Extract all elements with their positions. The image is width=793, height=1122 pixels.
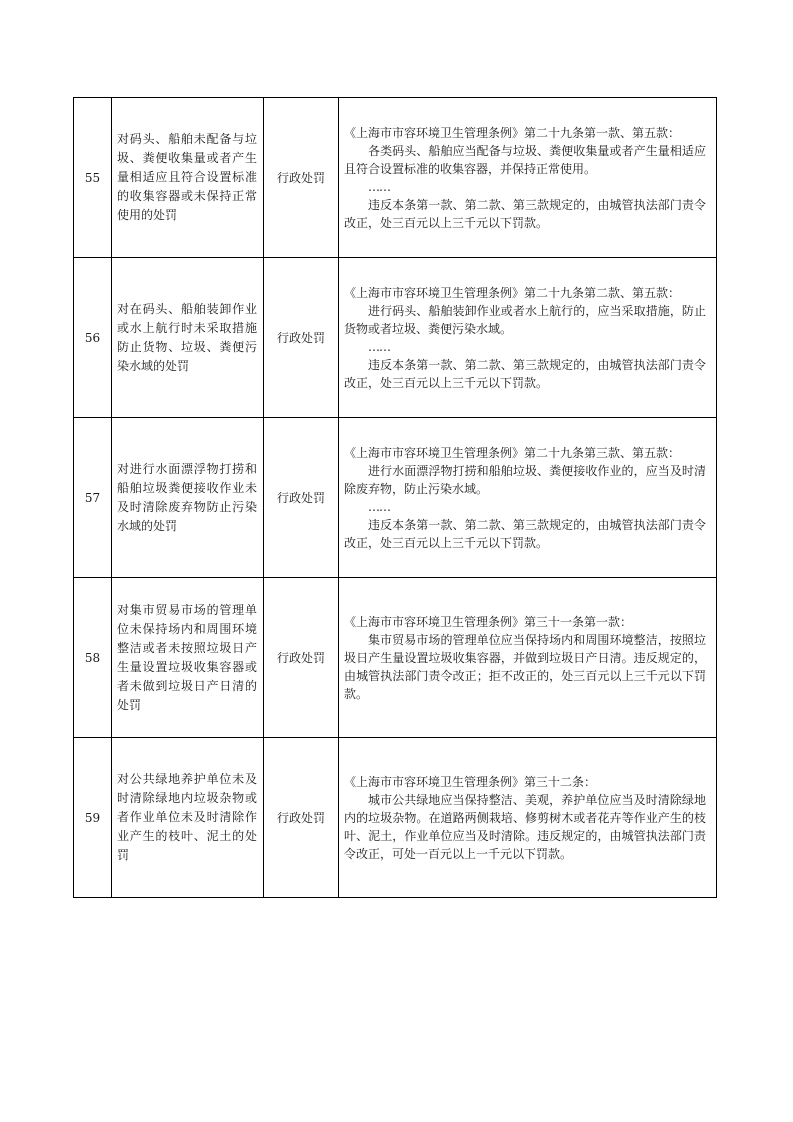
basis-paragraph: 进行水面漂浮物打捞和船舶垃圾、粪便接收作业的，应当及时清除废弃物，防止污染水域。 xyxy=(344,463,706,496)
row-number: 59 xyxy=(74,738,112,898)
basis-ellipsis: …… xyxy=(368,339,390,354)
basis-paragraph: 违反本条第一款、第二款、第三款规定的，由城管执法部门责令改正，处三百元以上三千元以下罚款。 xyxy=(344,357,706,390)
penalty-items-table xyxy=(73,97,717,898)
legal-basis xyxy=(339,418,717,578)
basis-title: 《上海市市容环境卫生管理条例》第二十九条第二款、第五款： xyxy=(344,285,681,300)
table-row xyxy=(74,418,717,578)
item-name: 对进行水面漂浮物打捞和船舶垃圾粪便接收作业未及时清除废弃物防止污染水域的处罚 xyxy=(112,418,264,578)
row-number: 58 xyxy=(74,578,112,738)
power-type: 行政处罚 xyxy=(264,578,339,738)
basis-paragraph: 进行码头、船舶装卸作业或者水上航行的，应当采取措施，防止货物或者垃圾、粪便污染水域。 xyxy=(344,303,706,336)
basis-ellipsis: …… xyxy=(368,499,390,514)
row-number: 57 xyxy=(74,418,112,578)
power-type: 行政处罚 xyxy=(264,98,339,258)
item-name: 对公共绿地养护单位未及时清除绿地内垃圾杂物或者作业单位未及时清除作业产生的枝叶、泥土的处罚 xyxy=(112,738,264,898)
item-name: 对集市贸易市场的管理单位未保持场内和周围环境整洁或者未按照垃圾日产生量设置垃圾收集容器或者未做到垃圾日产日清的处罚 xyxy=(112,578,264,738)
basis-title: 《上海市市容环境卫生管理条例》第三十一条第一款： xyxy=(344,614,633,629)
table-row xyxy=(74,98,717,258)
legal-basis xyxy=(339,578,717,738)
basis-title: 《上海市市容环境卫生管理条例》第二十九条第三款、第五款： xyxy=(344,445,681,460)
basis-title: 《上海市市容环境卫生管理条例》第二十九条第一款、第五款： xyxy=(344,125,681,140)
row-number: 55 xyxy=(74,98,112,258)
basis-paragraph: 违反本条第一款、第二款、第三款规定的，由城管执法部门责令改正，处三百元以上三千元以下罚款。 xyxy=(344,517,706,550)
power-type: 行政处罚 xyxy=(264,418,339,578)
legal-basis xyxy=(339,738,717,898)
basis-ellipsis: …… xyxy=(368,179,390,194)
basis-paragraph: 城市公共绿地应当保持整洁、美观，养护单位应当及时清除绿地内的垃圾杂物。在道路两侧栽培、修剪树木或者花卉等作业产生的枝叶、泥土，作业单位应当及时清除。违反规定的，由城管执法部门责令改正，可处一百元以上一千元以下罚款。 xyxy=(344,792,706,861)
legal-basis xyxy=(339,98,717,258)
legal-basis xyxy=(339,258,717,418)
row-number: 56 xyxy=(74,258,112,418)
power-type: 行政处罚 xyxy=(264,738,339,898)
table-row xyxy=(74,578,717,738)
basis-paragraph: 违反本条第一款、第二款、第三款规定的，由城管执法部门责令改正，处三百元以上三千元以下罚款。 xyxy=(344,197,706,230)
power-type: 行政处罚 xyxy=(264,258,339,418)
basis-paragraph: 集市贸易市场的管理单位应当保持场内和周围环境整洁，按照垃圾日产生量设置垃圾收集容器，并做到垃圾日产日清。违反规定的，由城管执法部门责令改正；拒不改正的，处三百元以上三千元以下罚款。 xyxy=(344,632,706,701)
basis-title: 《上海市市容环境卫生管理条例》第三十二条： xyxy=(344,774,597,789)
table-row xyxy=(74,258,717,418)
basis-paragraph: 各类码头、船舶应当配备与垃圾、粪便收集量或者产生量相适应且符合设置标准的收集容器，并保持正常使用。 xyxy=(344,143,706,176)
table-row xyxy=(74,738,717,898)
item-name: 对在码头、船舶装卸作业或水上航行时未采取措施防止货物、垃圾、粪便污染水域的处罚 xyxy=(112,258,264,418)
item-name: 对码头、船舶未配备与垃圾、粪便收集量或者产生量相适应且符合设置标准的收集容器或未保持正常使用的处罚 xyxy=(112,98,264,258)
